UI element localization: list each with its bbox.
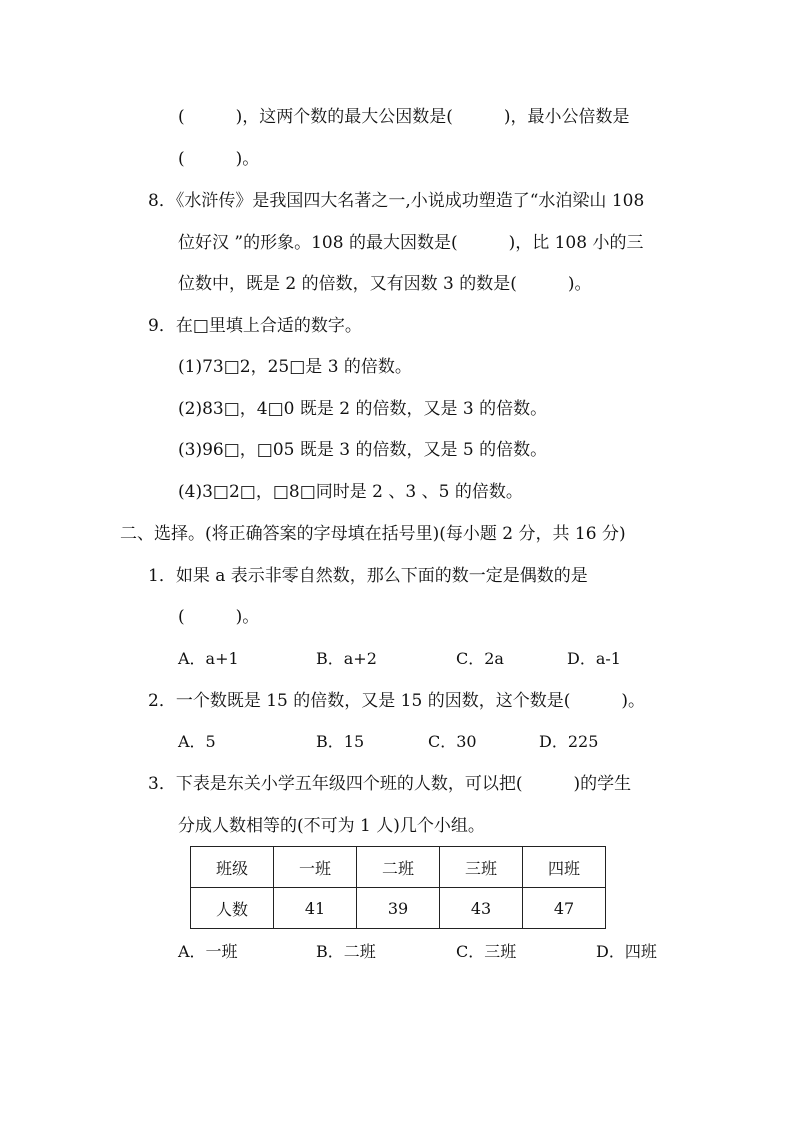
table-cell: 一班	[274, 847, 357, 888]
table-cell: 39	[357, 888, 440, 929]
question-9-part3: (3)96□，□05 既是 3 的倍数，又是 5 的倍数。	[178, 440, 548, 460]
table-cell: 四班	[523, 847, 606, 888]
choice-1-question: 1．如果 a 表示非零自然数，那么下面的数一定是偶数的是	[148, 566, 588, 586]
question-8-line2: 位好汉 ”的形象。108 的最大因数是( )，比 108 小的三	[178, 233, 644, 253]
choice-3-option-b: B．二班	[316, 942, 376, 961]
choice-1-option-a: A．a+1	[178, 649, 239, 668]
choice-3-question-line1: 3．下表是东关小学五年级四个班的人数，可以把( )的学生	[148, 774, 632, 794]
class-size-table	[190, 846, 606, 929]
choice-3-option-d: D．四班	[596, 942, 657, 961]
q7-answer-line: ( )。	[178, 149, 260, 169]
choice-2-question: 2．一个数既是 15 的倍数，又是 15 的因数，这个数是( )。	[148, 691, 645, 711]
choice-1-option-d: D．a-1	[567, 649, 621, 668]
choice-3-option-a: A．一班	[178, 942, 238, 961]
table-cell: 47	[523, 888, 606, 929]
choice-1-blank: ( )。	[178, 607, 260, 627]
choice-3-option-c: C．三班	[456, 942, 517, 961]
table-header-row	[191, 847, 606, 888]
question-9-title: 9．在□里填上合适的数字。	[148, 316, 362, 336]
table-cell: 班级	[191, 847, 274, 888]
section-2-heading: 二、选择。(将正确答案的字母填在括号里)(每小题 2 分，共 16 分)	[120, 524, 626, 544]
choice-2-option-d: D．225	[539, 732, 599, 751]
question-8-line1: 8．《水浒传》是我国四大名著之一,小说成功塑造了“水泊梁山 108	[148, 191, 645, 211]
table-cell: 43	[440, 888, 523, 929]
table-cell: 人数	[191, 888, 274, 929]
choice-1-option-b: B．a+2	[316, 649, 377, 668]
choice-2-option-a: A．5	[178, 732, 216, 751]
choice-2-option-c: C．30	[428, 732, 477, 751]
question-9-part2: (2)83□，4□0 既是 2 的倍数，又是 3 的倍数。	[178, 399, 548, 419]
choice-3-question-line2: 分成人数相等的(不可为 1 人)几个小组。	[178, 816, 485, 836]
table-cell: 二班	[357, 847, 440, 888]
question-9-part4: (4)3□2□，□8□同时是 2 、3 、5 的倍数。	[178, 482, 523, 502]
question-9-part1: (1)73□2，25□是 3 的倍数。	[178, 357, 412, 377]
table-cell: 三班	[440, 847, 523, 888]
choice-1-option-c: C．2a	[456, 649, 504, 668]
question-8-line3: 位数中，既是 2 的倍数，又有因数 3 的数是( )。	[178, 274, 592, 294]
table-cell: 41	[274, 888, 357, 929]
table-row	[191, 888, 606, 929]
choice-2-option-b: B．15	[316, 732, 365, 751]
q7-continuation-line: ( )，这两个数的最大公因数是( )，最小公倍数是	[178, 107, 630, 127]
